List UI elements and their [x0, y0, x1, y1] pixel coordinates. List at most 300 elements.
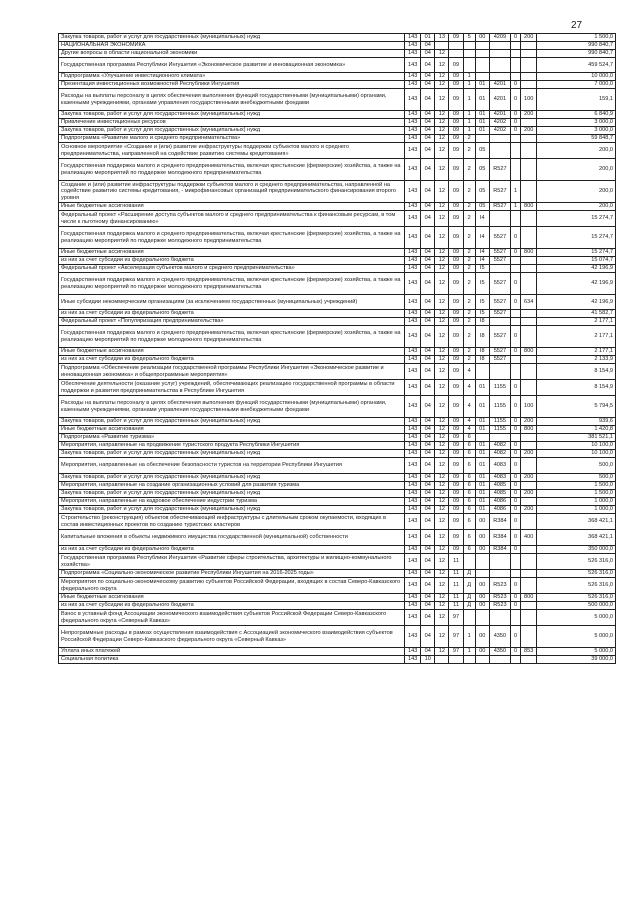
- section-code: 04: [421, 626, 435, 648]
- subprogram-code: 2: [463, 181, 475, 203]
- row-name: Другие вопросы в области национальной экономики: [59, 50, 405, 58]
- subsection-code: 12: [435, 135, 449, 143]
- amount: 990 840,7: [537, 42, 616, 50]
- extra-code: [511, 143, 521, 159]
- expense-type-code: 200: [521, 418, 537, 426]
- amount: 10 100,0: [537, 450, 616, 458]
- subprogram-code: 4: [463, 418, 475, 426]
- event-code: [475, 73, 489, 81]
- event-code: 05: [475, 159, 489, 181]
- row-name: из них за счет субсидии из федерального бюджета: [59, 602, 405, 610]
- extra-code: 0: [511, 530, 521, 546]
- expense-type-code: [521, 265, 537, 273]
- table-row: [59, 143, 616, 159]
- row-name: из них за счет субсидии из федерального бюджета: [59, 356, 405, 364]
- expense-type-code: 200: [521, 474, 537, 482]
- dept-code: 143: [405, 89, 421, 111]
- program-code: 09: [449, 482, 463, 490]
- direction-code: 5527: [489, 257, 510, 265]
- amount: 3 000,0: [537, 119, 616, 127]
- section-code: 04: [421, 602, 435, 610]
- table-row: [59, 482, 616, 490]
- extra-code: [511, 656, 521, 664]
- section-code: 04: [421, 364, 435, 380]
- expense-type-code: [521, 570, 537, 578]
- dept-code: 143: [405, 458, 421, 474]
- row-name: Иные субсидии некоммерческим организациям (за исключением государственных (муниципальных) учреждений): [59, 295, 405, 310]
- amount: 350 000,0: [537, 546, 616, 554]
- row-name: Создание и (или) развитие инфраструктуры поддержки субъектов малого и среднего предпринимательства, направленной на содействие развитию системы кредитования, - микрофинансовых организаций предпринимательского финансирования второго уровня: [59, 181, 405, 203]
- table-row: [59, 326, 616, 348]
- table-row: [59, 318, 616, 326]
- subprogram-code: 6: [463, 506, 475, 514]
- row-name: Государственная поддержка малого и среднего предпринимательства, включая крестьянские (фермерские) хозяйства, а также на реализацию мероприятий по поддержке молодежного предпринимательства: [59, 273, 405, 295]
- subsection-code: 12: [435, 227, 449, 249]
- dept-code: 143: [405, 181, 421, 203]
- section-code: 04: [421, 111, 435, 119]
- event-code: 01: [475, 482, 489, 490]
- section-code: 04: [421, 310, 435, 318]
- event-code: 01: [475, 450, 489, 458]
- event-code: I4: [475, 227, 489, 249]
- section-code: 04: [421, 514, 435, 530]
- row-name: Федеральный проект «Популяризация предпринимательства»: [59, 318, 405, 326]
- section-code: 04: [421, 81, 435, 89]
- dept-code: 143: [405, 450, 421, 458]
- expense-type-code: [521, 656, 537, 664]
- extra-code: 0: [511, 546, 521, 554]
- row-name: Иные бюджетные ассигнования: [59, 203, 405, 211]
- program-code: 09: [449, 506, 463, 514]
- event-code: 01: [475, 111, 489, 119]
- direction-code: [489, 434, 510, 442]
- extra-code: 0: [511, 81, 521, 89]
- table-row: [59, 498, 616, 506]
- extra-code: [511, 257, 521, 265]
- extra-code: 0: [511, 396, 521, 418]
- direction-code: 5527: [489, 326, 510, 348]
- event-code: 01: [475, 498, 489, 506]
- amount: 6 840,9: [537, 111, 616, 119]
- event-code: 01: [475, 426, 489, 434]
- section-code: 04: [421, 450, 435, 458]
- extra-code: [511, 310, 521, 318]
- table-row: [59, 474, 616, 482]
- section-code: 01: [421, 34, 435, 42]
- amount: 526 316,0: [537, 594, 616, 602]
- subprogram-code: 4: [463, 364, 475, 380]
- dept-code: 143: [405, 127, 421, 135]
- amount: 500 000,0: [537, 602, 616, 610]
- event-code: 01: [475, 127, 489, 135]
- subsection-code: 12: [435, 458, 449, 474]
- subsection-code: 12: [435, 498, 449, 506]
- program-code: [449, 50, 463, 58]
- subsection-code: 12: [435, 273, 449, 295]
- extra-code: 0: [511, 458, 521, 474]
- subsection-code: 12: [435, 490, 449, 498]
- amount: 15 274,7: [537, 227, 616, 249]
- subsection-code: 12: [435, 159, 449, 181]
- program-code: 11: [449, 602, 463, 610]
- subsection-code: 12: [435, 546, 449, 554]
- amount: 15 274,7: [537, 211, 616, 227]
- row-name: Федеральный проект «Акселерация субъектов малого и среднего предпринимательства»: [59, 265, 405, 273]
- section-code: 04: [421, 227, 435, 249]
- event-code: 00: [475, 626, 489, 648]
- expense-type-code: 200: [521, 34, 537, 42]
- amount: 8 154,9: [537, 380, 616, 396]
- program-code: 09: [449, 143, 463, 159]
- row-name: Привлечение инвестиционных ресурсов: [59, 119, 405, 127]
- row-name: Иные бюджетные ассигнования: [59, 594, 405, 602]
- program-code: 09: [449, 73, 463, 81]
- subprogram-code: 4: [463, 426, 475, 434]
- program-code: 09: [449, 111, 463, 119]
- expense-type-code: 853: [521, 648, 537, 656]
- expense-type-code: 800: [521, 594, 537, 602]
- subprogram-code: 2: [463, 135, 475, 143]
- subsection-code: 12: [435, 610, 449, 626]
- subsection-code: 12: [435, 348, 449, 356]
- direction-code: 1155: [489, 396, 510, 418]
- row-name: Иные бюджетные ассигнования: [59, 348, 405, 356]
- expense-type-code: [521, 181, 537, 203]
- amount: 1 500,0: [537, 34, 616, 42]
- section-code: 04: [421, 318, 435, 326]
- subprogram-code: 1: [463, 648, 475, 656]
- expense-type-code: [521, 257, 537, 265]
- section-code: 04: [421, 610, 435, 626]
- dept-code: 143: [405, 514, 421, 530]
- section-code: 04: [421, 482, 435, 490]
- expense-type-code: [521, 318, 537, 326]
- subsection-code: 12: [435, 594, 449, 602]
- expense-type-code: [521, 143, 537, 159]
- dept-code: 143: [405, 326, 421, 348]
- dept-code: 143: [405, 498, 421, 506]
- row-name: Подпрограмма «Улучшение инвестиционного климата»: [59, 73, 405, 81]
- direction-code: 4083: [489, 474, 510, 482]
- program-code: 09: [449, 474, 463, 482]
- dept-code: 143: [405, 530, 421, 546]
- amount: 1 420,8: [537, 426, 616, 434]
- dept-code: 143: [405, 356, 421, 364]
- event-code: 01: [475, 396, 489, 418]
- table-row: [59, 648, 616, 656]
- subsection-code: 13: [435, 34, 449, 42]
- event-code: 00: [475, 34, 489, 42]
- extra-code: 0: [511, 273, 521, 295]
- event-code: I4: [475, 257, 489, 265]
- table-row: [59, 450, 616, 458]
- program-code: 09: [449, 380, 463, 396]
- expense-type-code: [521, 610, 537, 626]
- row-name: Государственная поддержка малого и среднего предпринимательства, включая крестьянские (фермерские) хозяйства, а также на реализацию мероприятий по поддержке молодежного предпринимательства: [59, 227, 405, 249]
- event-code: 00: [475, 514, 489, 530]
- direction-code: [489, 610, 510, 626]
- subsection-code: 12: [435, 295, 449, 310]
- dept-code: 143: [405, 265, 421, 273]
- row-name: Основное мероприятие «Создание и (или) развитие инфраструктуры поддержки субъектов малого и среднего предпринимательства, направленной на содействие развитию системы кредитования»: [59, 143, 405, 159]
- row-name: Обеспечение деятельности (оказание услуг) учреждений, обеспечивающих реализацию государственной программы в области поддержки и развития предпринимательства в Республике Ингушетия: [59, 380, 405, 396]
- expense-type-code: [521, 626, 537, 648]
- extra-code: 0: [511, 418, 521, 426]
- subprogram-code: 6: [463, 450, 475, 458]
- dept-code: 143: [405, 143, 421, 159]
- section-code: 04: [421, 135, 435, 143]
- dept-code: 143: [405, 434, 421, 442]
- amount: 381 521,1: [537, 434, 616, 442]
- subprogram-code: 6: [463, 474, 475, 482]
- program-code: 09: [449, 426, 463, 434]
- table-row: [59, 546, 616, 554]
- section-code: 04: [421, 257, 435, 265]
- dept-code: 143: [405, 119, 421, 127]
- subprogram-code: [463, 58, 475, 73]
- program-code: 09: [449, 135, 463, 143]
- program-code: 09: [449, 227, 463, 249]
- dept-code: 143: [405, 73, 421, 81]
- program-code: 09: [449, 58, 463, 73]
- expense-type-code: [521, 310, 537, 318]
- row-name: Закупка товаров, работ и услуг для государственных (муниципальных) нужд: [59, 506, 405, 514]
- expense-type-code: [521, 554, 537, 570]
- amount: 1 000,0: [537, 498, 616, 506]
- table-row: [59, 273, 616, 295]
- amount: 5 000,0: [537, 648, 616, 656]
- section-code: 04: [421, 159, 435, 181]
- row-name: Презентация инвестиционных возможностей Республики Ингушетия: [59, 81, 405, 89]
- subprogram-code: [463, 554, 475, 570]
- subprogram-code: 2: [463, 159, 475, 181]
- dept-code: 143: [405, 610, 421, 626]
- subprogram-code: 5: [463, 34, 475, 42]
- row-name: Уплата иных платежей: [59, 648, 405, 656]
- subsection-code: 12: [435, 310, 449, 318]
- section-code: 04: [421, 458, 435, 474]
- direction-code: [489, 318, 510, 326]
- dept-code: 143: [405, 58, 421, 73]
- direction-code: 5527: [489, 273, 510, 295]
- section-code: 04: [421, 418, 435, 426]
- section-code: 04: [421, 380, 435, 396]
- amount: 42 196,9: [537, 295, 616, 310]
- dept-code: 143: [405, 159, 421, 181]
- table-row: [59, 111, 616, 119]
- subprogram-code: Д: [463, 602, 475, 610]
- direction-code: R527: [489, 159, 510, 181]
- extra-code: [511, 58, 521, 73]
- direction-code: R523: [489, 594, 510, 602]
- subsection-code: 12: [435, 265, 449, 273]
- program-code: 11: [449, 594, 463, 602]
- section-code: 04: [421, 73, 435, 81]
- dept-code: 143: [405, 273, 421, 295]
- subprogram-code: 2: [463, 203, 475, 211]
- table-row: [59, 135, 616, 143]
- event-code: I8: [475, 348, 489, 356]
- extra-code: 1: [511, 181, 521, 203]
- subsection-code: 12: [435, 127, 449, 135]
- dept-code: 143: [405, 364, 421, 380]
- subprogram-code: 4: [463, 396, 475, 418]
- expense-type-code: 100: [521, 396, 537, 418]
- section-code: 04: [421, 434, 435, 442]
- row-name: из них за счет субсидии из федерального бюджета: [59, 257, 405, 265]
- amount: 7 000,0: [537, 81, 616, 89]
- section-code: 04: [421, 570, 435, 578]
- dept-code: 143: [405, 318, 421, 326]
- program-code: 09: [449, 490, 463, 498]
- event-code: 00: [475, 530, 489, 546]
- program-code: 09: [449, 249, 463, 257]
- amount: 990 840,7: [537, 50, 616, 58]
- subprogram-code: 6: [463, 442, 475, 450]
- amount: 41 582,7: [537, 310, 616, 318]
- row-name: Закупка товаров, работ и услуг для государственных (муниципальных) нужд: [59, 418, 405, 426]
- extra-code: 0: [511, 119, 521, 127]
- direction-code: 4202: [489, 119, 510, 127]
- dept-code: 143: [405, 310, 421, 318]
- expense-type-code: 800: [521, 426, 537, 434]
- table-row: [59, 181, 616, 203]
- extra-code: 0: [511, 490, 521, 498]
- table-row: [59, 127, 616, 135]
- event-code: 00: [475, 648, 489, 656]
- row-name: Иные бюджетные ассигнования: [59, 426, 405, 434]
- section-code: 04: [421, 326, 435, 348]
- event-code: 05: [475, 181, 489, 203]
- subsection-code: 12: [435, 474, 449, 482]
- extra-code: 0: [511, 34, 521, 42]
- dept-code: 143: [405, 626, 421, 648]
- subprogram-code: 1: [463, 73, 475, 81]
- program-code: 09: [449, 159, 463, 181]
- extra-code: 0: [511, 326, 521, 348]
- row-name: Государственная поддержка малого и среднего предпринимательства, включая крестьянские (фермерские) хозяйства, а также на реализацию мероприятий по поддержке молодежного предпринимательства: [59, 326, 405, 348]
- subprogram-code: 2: [463, 227, 475, 249]
- program-code: 09: [449, 265, 463, 273]
- amount: 200,0: [537, 203, 616, 211]
- event-code: 01: [475, 89, 489, 111]
- program-code: 09: [449, 127, 463, 135]
- table-row: [59, 50, 616, 58]
- event-code: 01: [475, 506, 489, 514]
- extra-code: 0: [511, 626, 521, 648]
- subsection-code: 12: [435, 554, 449, 570]
- extra-code: 0: [511, 602, 521, 610]
- event-code: 01: [475, 442, 489, 450]
- budget-table: [58, 33, 616, 664]
- dept-code: 143: [405, 227, 421, 249]
- amount: 368 421,1: [537, 514, 616, 530]
- table-row: [59, 119, 616, 127]
- event-code: I8: [475, 318, 489, 326]
- event-code: I5: [475, 295, 489, 310]
- row-name: Подпрограмма «Обеспечение реализации государственной программы Республики Ингушетия «Экономическое развитие и инновационная экономика» и общепрограммные мероприятия»: [59, 364, 405, 380]
- dept-code: 143: [405, 570, 421, 578]
- program-code: 09: [449, 81, 463, 89]
- subsection-code: 12: [435, 211, 449, 227]
- subprogram-code: [463, 656, 475, 664]
- dept-code: 143: [405, 490, 421, 498]
- expense-type-code: [521, 273, 537, 295]
- table-row: [59, 426, 616, 434]
- direction-code: 5527: [489, 348, 510, 356]
- dept-code: 143: [405, 656, 421, 664]
- section-code: 04: [421, 474, 435, 482]
- extra-code: [511, 318, 521, 326]
- dept-code: 143: [405, 648, 421, 656]
- direction-code: R527: [489, 203, 510, 211]
- row-name: Мероприятия, направленные на кадровое обеспечение индустрии туризма: [59, 498, 405, 506]
- program-code: 97: [449, 626, 463, 648]
- dept-code: 143: [405, 249, 421, 257]
- amount: 2 133,9: [537, 356, 616, 364]
- direction-code: [489, 42, 510, 50]
- extra-code: [511, 356, 521, 364]
- extra-code: [511, 265, 521, 273]
- amount: 2 177,1: [537, 348, 616, 356]
- expense-type-code: 200: [521, 490, 537, 498]
- subprogram-code: Д: [463, 594, 475, 602]
- subsection-code: 12: [435, 530, 449, 546]
- subprogram-code: 2: [463, 265, 475, 273]
- section-code: 04: [421, 554, 435, 570]
- subsection-code: 12: [435, 418, 449, 426]
- table-row: [59, 602, 616, 610]
- dept-code: 143: [405, 474, 421, 482]
- extra-code: 0: [511, 474, 521, 482]
- program-code: 09: [449, 442, 463, 450]
- subprogram-code: 1: [463, 119, 475, 127]
- table-row: [59, 81, 616, 89]
- extra-code: 0: [511, 89, 521, 111]
- expense-type-code: [521, 211, 537, 227]
- expense-type-code: [521, 326, 537, 348]
- subprogram-code: 1: [463, 89, 475, 111]
- event-code: [475, 50, 489, 58]
- section-code: 04: [421, 578, 435, 594]
- table-row: [59, 610, 616, 626]
- table-row: [59, 73, 616, 81]
- extra-code: 0: [511, 498, 521, 506]
- row-name: Федеральный проект «Расширение доступа субъектов малого и среднего предпринимательства к финансовым ресурсам, в том числе к льготному финансированию»: [59, 211, 405, 227]
- direction-code: 4086: [489, 506, 510, 514]
- program-code: 09: [449, 364, 463, 380]
- section-code: 04: [421, 50, 435, 58]
- dept-code: 143: [405, 135, 421, 143]
- direction-code: [489, 58, 510, 73]
- expense-type-code: 200: [521, 127, 537, 135]
- table-row: [59, 348, 616, 356]
- event-code: [475, 135, 489, 143]
- direction-code: R384: [489, 514, 510, 530]
- subprogram-code: 4: [463, 380, 475, 396]
- extra-code: 0: [511, 249, 521, 257]
- direction-code: 4350: [489, 626, 510, 648]
- extra-code: 0: [511, 514, 521, 530]
- subprogram-code: Д: [463, 578, 475, 594]
- extra-code: 1: [511, 203, 521, 211]
- direction-code: [489, 364, 510, 380]
- section-code: 04: [421, 648, 435, 656]
- extra-code: 0: [511, 426, 521, 434]
- section-code: 04: [421, 58, 435, 73]
- section-code: 04: [421, 396, 435, 418]
- subprogram-code: 6: [463, 482, 475, 490]
